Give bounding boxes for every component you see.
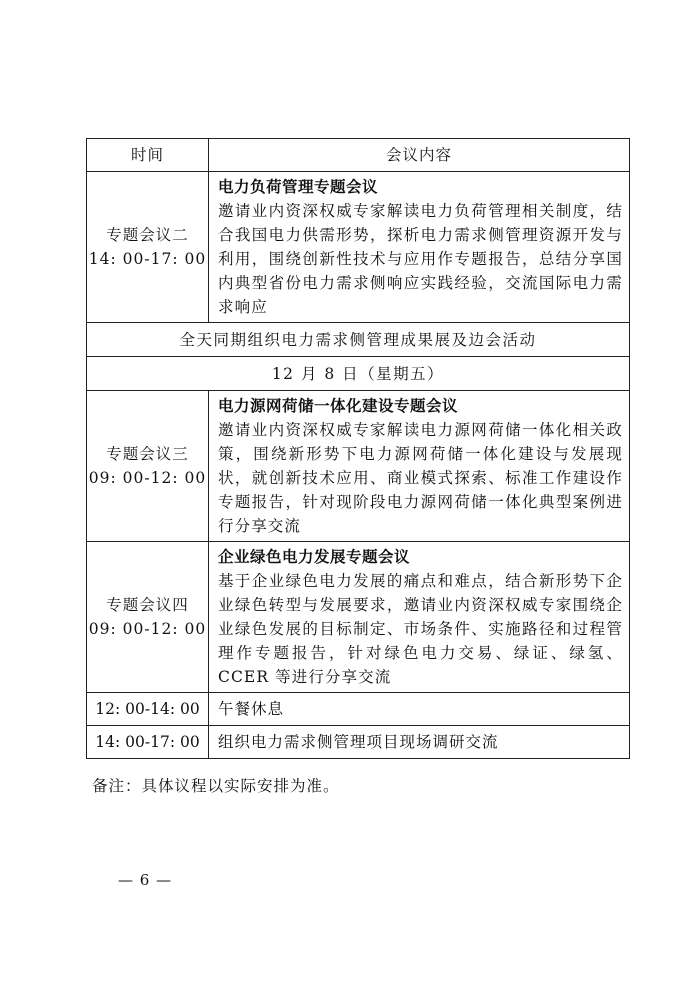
session-time-cell bbox=[87, 542, 209, 693]
session-name: 专题会议二 bbox=[106, 226, 189, 244]
lunch-row bbox=[87, 693, 630, 726]
session-description: 基于企业绿色电力发展的痛点和难点，结合新形势下企业绿色转型与发展要求，邀请业内资深权威专家围绕企业绿色发展的目标制定、市场条件、实施路径和过程管理作专题报告，针对绿色电力交易、绿证、绿氢、CCER 等进行分享交流 bbox=[218, 572, 623, 686]
session-title: 电力源网荷储一体化建设专题会议 bbox=[218, 397, 459, 415]
header-content: 会议内容 bbox=[209, 139, 630, 172]
agenda-table bbox=[86, 138, 630, 759]
session-description: 邀请业内资深权威专家解读电力负荷管理相关制度，结合我国电力供需形势，探析电力需求侧管理资源开发与利用，围绕创新性技术与应用作专题报告，总结分享国内典型省份电力需求侧响应实践经验，交流国际电力需求响应 bbox=[218, 202, 623, 316]
session-row bbox=[87, 542, 630, 693]
session-time: 09: 00-12: 00 bbox=[88, 469, 207, 487]
session-content-cell bbox=[209, 172, 630, 323]
header-time: 时间 bbox=[87, 139, 209, 172]
visit-content: 组织电力需求侧管理项目现场调研交流 bbox=[209, 726, 630, 759]
lunch-time: 12: 00-14: 00 bbox=[87, 693, 209, 726]
session-row bbox=[87, 391, 630, 542]
session-title: 企业绿色电力发展专题会议 bbox=[218, 548, 411, 566]
session-description: 邀请业内资深权威专家解读电力源网荷储一体化相关政策，围绕新形势下电力源网荷储一体化建设与发展现状，就创新技术应用、商业模式探索、标准工作建设作专题报告，针对现阶段电力源网荷储一体化典型案例进行分享交流 bbox=[218, 421, 623, 535]
exhibition-text: 全天同期组织电力需求侧管理成果展及边会活动 bbox=[87, 323, 630, 357]
session-content-cell bbox=[209, 542, 630, 693]
session-title: 电力负荷管理专题会议 bbox=[218, 178, 379, 196]
day-row bbox=[87, 357, 630, 391]
remark-note: 备注：具体议程以实际安排为准。 bbox=[92, 777, 340, 795]
session-time-cell bbox=[87, 172, 209, 323]
session-time-cell bbox=[87, 391, 209, 542]
visit-row bbox=[87, 726, 630, 759]
session-row bbox=[87, 172, 630, 323]
table-header-row bbox=[87, 139, 630, 172]
session-name: 专题会议四 bbox=[106, 596, 189, 614]
session-name: 专题会议三 bbox=[106, 445, 189, 463]
lunch-content: 午餐休息 bbox=[209, 693, 630, 726]
session-content-cell bbox=[209, 391, 630, 542]
session-time: 14: 00-17: 00 bbox=[88, 250, 207, 268]
page-number: — 6 — bbox=[118, 871, 173, 889]
day-label: 12 月 8 日（星期五） bbox=[87, 357, 630, 391]
session-time: 09: 00-12: 00 bbox=[88, 620, 207, 638]
visit-time: 14: 00-17: 00 bbox=[87, 726, 209, 759]
exhibition-row bbox=[87, 323, 630, 357]
